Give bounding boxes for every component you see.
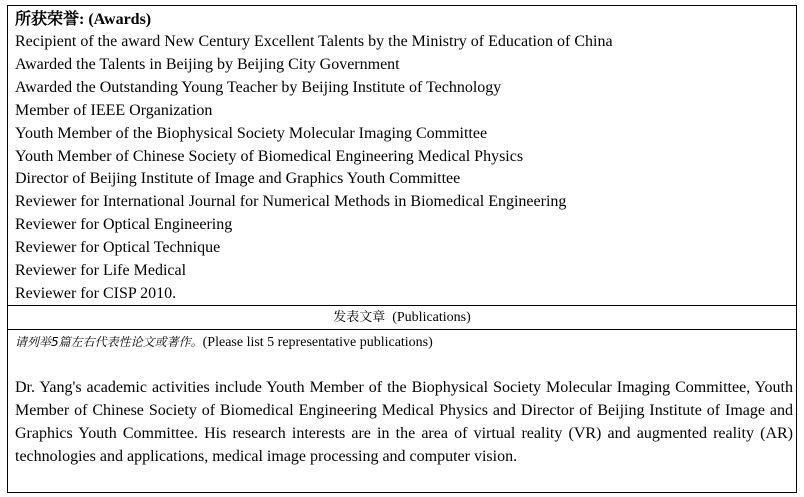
award-item: Recipient of the award New Century Excellent Talents by the Ministry of Education of China: [15, 33, 613, 50]
publications-header: [8, 306, 796, 329]
award-item: Youth Member of Chinese Society of Biomedical Engineering Medical Physics: [15, 147, 524, 165]
awards-section: [8, 6, 796, 305]
publications-instruction: [15, 330, 793, 355]
instruction-cn: 请列举5篇左右代表性论文或著作。: [15, 335, 203, 349]
award-item: Director of Beijing Institute of Image and Graphics Youth Committee: [15, 170, 461, 188]
bio-paragraph: Dr. Yang's academic activities include Youth Member of the Biophysical Society Molecular Imaging Committee, Youth Member of Chinese Society of Biomedical Engineering Medical Physics and Director of Beijing Institute of Image and Graphics Youth Committee. His research interests are in the area of virtual reality (VR) and augmented reality (AR) technologies and applications, medical image processing and computer vision.: [15, 379, 793, 465]
award-item: Reviewer for Optical Technique: [15, 239, 221, 257]
award-item: Reviewer for Life Medical: [15, 262, 187, 280]
publications-header-cn: 发表文章: [333, 310, 386, 325]
award-item: Awarded the Talents in Beijing by Beijing City Government: [15, 55, 400, 73]
award-item: Reviewer for International Journal for Numerical Methods in Biomedical Engineering: [15, 193, 567, 211]
award-item: Awarded the Outstanding Young Teacher by Beijing Institute of Technology: [15, 78, 502, 96]
awards-heading: 所获荣誉: (Awards): [15, 11, 152, 28]
award-item: Youth Member of the Biophysical Society Molecular Imaging Committee: [15, 124, 488, 142]
instruction-en: (Please list 5 representative publications): [202, 335, 433, 350]
award-item: Member of IEEE Organization: [15, 101, 213, 119]
publications-header-en: (Publications): [392, 310, 471, 325]
award-item: Reviewer for CISP 2010.: [15, 284, 177, 302]
profile-table: [7, 5, 797, 493]
awards-list: [15, 31, 796, 306]
award-item: Reviewer for Optical Engineering: [15, 216, 233, 234]
publications-section: [8, 330, 796, 469]
